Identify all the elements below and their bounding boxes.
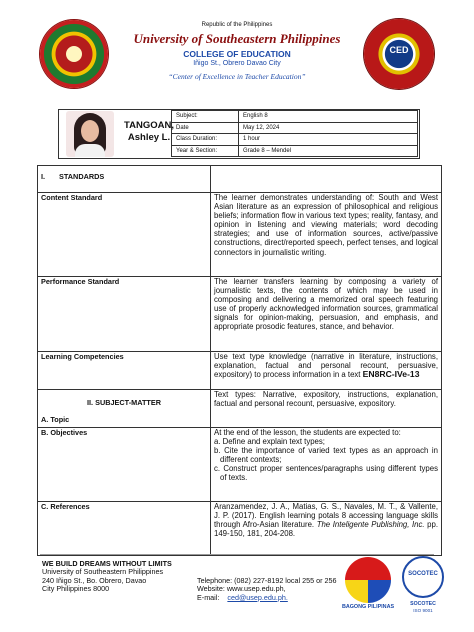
photo-body bbox=[75, 144, 105, 157]
standards-heading bbox=[38, 166, 211, 193]
meta-row-duration bbox=[172, 134, 418, 146]
meta-value: May 12, 2024 bbox=[239, 122, 418, 134]
bagong-pilipinas-emblem bbox=[345, 557, 391, 603]
college-logo-text: CED bbox=[389, 45, 409, 55]
learning-competencies-cell bbox=[211, 352, 442, 390]
socotec-certification-logo bbox=[402, 556, 444, 614]
references-cell bbox=[211, 502, 442, 556]
student-name-line2: Ashley L. bbox=[127, 132, 171, 143]
lesson-meta-table bbox=[171, 110, 418, 157]
student-name-line1: TANGOAN, bbox=[124, 120, 174, 131]
reference-publisher: The Inteligente Publishing, Inc. bbox=[316, 520, 425, 530]
learning-competencies-text: Use text type knowledge (narrative in literature, instructions, explanation, factual and personal recount, persuasive, expository) to process information in a text bbox=[214, 352, 438, 380]
footer-website: Website: www.usep.edu.ph, bbox=[197, 584, 286, 594]
performance-standard-label: Performance Standard bbox=[38, 277, 211, 352]
footer-address-line2: City Philippines 8000 bbox=[42, 584, 110, 594]
meta-row-subject bbox=[172, 111, 418, 123]
content-standard-row bbox=[38, 193, 442, 277]
meta-value: Grade 8 – Mendel bbox=[239, 145, 418, 157]
footer-university: University of Southeastern Philippines bbox=[42, 567, 164, 577]
standards-row bbox=[38, 166, 442, 193]
footer-email-link[interactable]: ced@usep.edu.ph. bbox=[227, 592, 288, 602]
college-motto: “Center of Excellence in Teacher Education” bbox=[168, 72, 306, 81]
standards-num: I. bbox=[41, 172, 46, 181]
footer-telephone: Telephone: (082) 227-8192 local 255 or 256 bbox=[197, 576, 337, 585]
content-standard-text: The learner demonstrates understanding of: South and West Asian literature as an expression of philosophical and religious beliefs; information flow in various text types; reality, fantasy, and opinion in listening and viewing materials; word decoding strategies; and use of information sources, active/passive constructions, direct/reported speech, perfect tenses, and logical connectors in journalistic writing. bbox=[211, 193, 442, 277]
socotec-seal bbox=[402, 556, 444, 598]
socotec-seal-text: SOCOTEC bbox=[408, 571, 438, 577]
objective-item: b. Cite the importance of varied text types as an approach in different contexts; bbox=[214, 446, 438, 465]
reference-pages: pp. 149-150, 181, 204-208. bbox=[214, 520, 439, 539]
objectives-row bbox=[38, 428, 442, 502]
photo-face bbox=[81, 120, 99, 142]
references-label: C. References bbox=[38, 502, 211, 556]
footer-contact-block bbox=[197, 577, 347, 602]
footer-address-line1: 240 Iñigo St., Bo. Obrero, Davao bbox=[42, 575, 147, 585]
subject-matter-heading bbox=[41, 390, 207, 407]
content-standard-label: Content Standard bbox=[38, 193, 211, 277]
standards-title: STANDARDS bbox=[59, 172, 105, 181]
subject-matter-row bbox=[38, 390, 442, 428]
meta-label: Year & Section: bbox=[172, 145, 239, 157]
meta-label: Date bbox=[172, 122, 239, 134]
learning-competencies-label: Learning Competencies bbox=[38, 352, 211, 390]
objectives-label: B. Objectives bbox=[38, 428, 211, 502]
footer-slogan: WE BUILD DREAMS WITHOUT LIMITS bbox=[42, 559, 172, 568]
republic-heading: Republic of the Philippines bbox=[201, 22, 273, 28]
reference-citation: Aranzamendez, J. A., Matias, G. S., Navales, M. T., & Vallente, J. P. (2017). English learning potals 8 accessing language skills through Afro-Asian literature. bbox=[214, 502, 438, 530]
college-name: COLLEGE OF EDUCATION bbox=[183, 49, 291, 59]
objective-item: c. Construct proper sentences/paragraphs using different types of texts. bbox=[214, 464, 438, 483]
topic-text: Text types: Narrative, expository, instructions, explanation, factual and personal recount, persuasive, expository. bbox=[211, 390, 442, 428]
university-name: University of Southeastern Philippines bbox=[133, 31, 341, 46]
performance-standard-row bbox=[38, 277, 442, 352]
standards-empty bbox=[211, 166, 442, 193]
footer-address-block bbox=[42, 560, 200, 594]
meta-row-date bbox=[172, 122, 418, 134]
socotec-label: SOCOTEC bbox=[410, 601, 436, 607]
topic-label: A. Topic bbox=[41, 415, 70, 425]
bagong-pilipinas-text: BAGONG PILIPINAS bbox=[341, 604, 395, 610]
subject-matter-num: II. bbox=[86, 398, 94, 407]
student-photo bbox=[66, 111, 114, 157]
performance-standard-text: The learner transfers learning by composing a variety of journalistic texts, the contents of which may be used in composing and delivering a memorized oral speech featuring use of properly acknowledged information sources, grammatical signals for opinion-making, persuasion, and emphasis, and appropriate prosodic features, stance, and behavior. bbox=[211, 277, 442, 352]
footer-email-label: E-mail: bbox=[197, 592, 220, 602]
objectives-cell bbox=[211, 428, 442, 502]
learning-competencies-row bbox=[38, 352, 442, 390]
meta-label: Class Duration: bbox=[172, 134, 239, 146]
objective-item: a. Define and explain text types; bbox=[214, 437, 325, 447]
meta-label: Subject: bbox=[172, 111, 239, 123]
meta-value: English 8 bbox=[239, 111, 418, 123]
meta-row-section bbox=[172, 145, 418, 157]
lesson-plan-table bbox=[37, 165, 442, 556]
college-address: Iñigo St., Obrero Davao City bbox=[193, 60, 281, 67]
competency-code: EN8RC-IVe-13 bbox=[362, 369, 420, 380]
meta-value: 1 hour bbox=[239, 134, 418, 146]
footer-divider bbox=[40, 554, 434, 555]
iso-label: ISO 9001 bbox=[413, 608, 433, 613]
objectives-intro: At the end of the lesson, the students are expected to: bbox=[214, 428, 401, 437]
objectives-list bbox=[214, 437, 438, 482]
references-row bbox=[38, 502, 442, 556]
subject-matter-title: SUBJECT-MATTER bbox=[95, 398, 162, 407]
footer-email-line bbox=[197, 594, 347, 602]
bagong-pilipinas-logo bbox=[340, 557, 396, 613]
subject-matter-label-cell bbox=[38, 390, 211, 428]
